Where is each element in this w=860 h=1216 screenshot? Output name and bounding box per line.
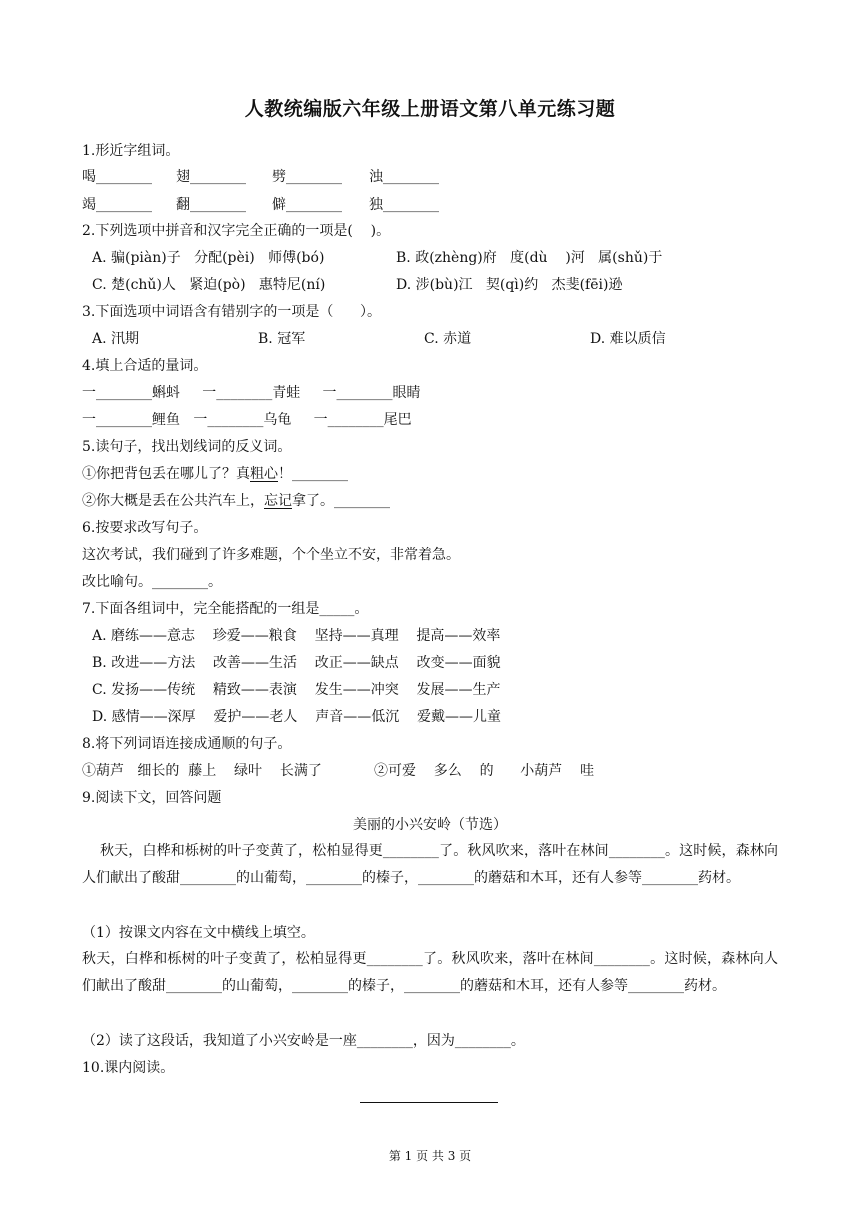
question-3-stem: 3.下面选项中词语含有错别字的一项是（ ）。 <box>82 304 382 320</box>
q5-sentence-2 <box>82 492 390 510</box>
q2-option-a: A. 骗(piàn)子 分配(pèi) 师傅(bó) <box>92 250 325 266</box>
page-footer: 第 1 页 共 3 页 <box>388 1149 472 1163</box>
q9-sub-question-2: （2）读了这段话，我知道了小兴安岭是一座________，因为________。 <box>82 1033 525 1049</box>
q5-text: 拿了。________ <box>292 493 390 509</box>
q7-option-a: A. 磨练——意志 珍爱——粮食 坚持——真理 提高——效率 <box>92 628 501 644</box>
q2-option-c: C. 楚(chǔ)人 紧迫(pò) 惠特尼(ní) <box>92 277 326 293</box>
q9-sub-question-1: （1）按课文内容在文中横线上填空。 <box>82 925 315 941</box>
question-5-stem: 5.读句子，找出划线词的反义词。 <box>82 439 292 455</box>
q3-option-b: B. 冠军 <box>258 331 306 347</box>
q7-option-b: B. 改进——方法 改善——生活 改正——缺点 改变——面貌 <box>92 655 501 671</box>
q7-option-c: C. 发扬——传统 精致——表演 发生——冲突 发展——生产 <box>92 682 501 698</box>
q3-option-c: C. 赤道 <box>424 331 472 347</box>
q5-text: ①你把背包丢在哪儿了？真 <box>82 466 250 482</box>
q3-option-a: A. 汛期 <box>92 331 140 347</box>
divider-line <box>360 1102 498 1103</box>
underlined-word: 粗心 <box>250 466 278 482</box>
q1-item: 独________ <box>369 197 439 213</box>
q6-sentence: 这次考试，我们碰到了许多难题，个个坐立不安，非常着急。 <box>82 547 460 563</box>
passage-title: 美丽的小兴安岭（节选） <box>353 817 507 833</box>
question-8-stem: 8.将下列词语连接成通顺的句子。 <box>82 736 292 752</box>
question-9-stem: 9.阅读下文，回答问题 <box>82 790 222 806</box>
page-title: 人教统编版六年级上册语文第八单元练习题 <box>244 98 616 120</box>
q8-group-1: ①葫芦 细长的 藤上 绿叶 长满了 <box>82 763 322 779</box>
q1-item: 翅________ <box>176 169 246 185</box>
q6-task: 改比喻句。________。 <box>82 574 222 590</box>
q1-item: 竭________ <box>82 197 152 213</box>
q1-item: 浊________ <box>369 169 439 185</box>
q7-option-d: D. 感情——深厚 爱护——老人 声音——低沉 爱戴——儿童 <box>92 709 502 725</box>
question-2-stem: 2.下列选项中拼音和汉字完全正确的一项是( )。 <box>82 223 391 239</box>
q9-sub-question-1-text: 秋天，白桦和栎树的叶子变黄了，松柏显得更________了。秋风吹来，落叶在林间________。这时候，森林向人们献出了酸甜________的山葡萄，________的榛子，________的蘑菇和木耳，还有人参等________药材。 <box>82 951 778 994</box>
question-7-stem: 7.下面各组词中，完全能搭配的一组是_____。 <box>82 601 369 617</box>
q1-item: 劈________ <box>272 169 342 185</box>
q4-row: 一________蝌蚪 一________青蛙 一________眼睛 <box>82 385 421 401</box>
passage-text: 秋天，白桦和栎树的叶子变黄了，松柏显得更________了。秋风吹来，落叶在林间________。这时候，森林向人们献出了酸甜________的山葡萄，________的榛子，________的蘑菇和木耳，还有人参等________药材。 <box>82 843 778 886</box>
underlined-word: 忘记 <box>264 493 292 509</box>
question-4-stem: 4.填上合适的量词。 <box>82 358 208 374</box>
q4-row: 一________鲤鱼 一________乌龟 一________尾巴 <box>82 412 412 428</box>
q8-group-2: ②可爱 多么 的 小葫芦 哇 <box>374 763 595 779</box>
q1-item: 僻________ <box>272 197 342 213</box>
q1-item: 喝________ <box>82 169 152 185</box>
q2-option-b: B. 政(zhèng)府 度(dù )河 属(shǔ)于 <box>396 250 663 266</box>
q5-text: ②你大概是丢在公共汽车上， <box>82 493 264 509</box>
q1-item: 翻________ <box>176 197 246 213</box>
q5-sentence-1 <box>82 465 348 483</box>
q2-option-d: D. 涉(bù)江 契(qì)约 杰斐(fēi)逊 <box>396 277 623 293</box>
q3-option-d: D. 难以质信 <box>590 331 666 347</box>
q5-text: ！________ <box>278 466 348 482</box>
question-10-stem: 10.课内阅读。 <box>82 1060 175 1076</box>
question-1-stem: 1.形近字组词。 <box>82 143 180 159</box>
question-6-stem: 6.按要求改写句子。 <box>82 520 208 536</box>
